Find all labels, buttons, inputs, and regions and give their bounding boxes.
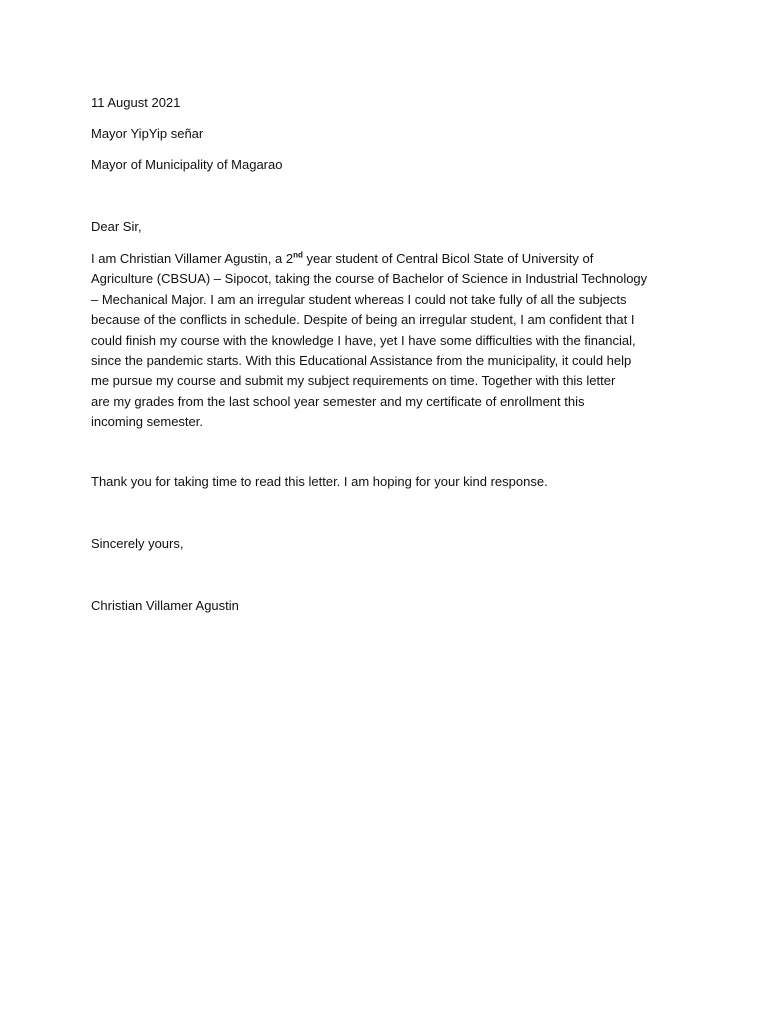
- letter-date: 11 August 2021: [91, 95, 181, 110]
- closing: Sincerely yours,: [91, 536, 184, 551]
- body-line-1-end: year student of Central Bicol State of University of: [302, 251, 594, 266]
- body-line: because of the conflicts in schedule. Despite of being an irregular student, I am confident that I: [91, 312, 635, 328]
- body-line: me pursue my course and submit my subject requirements on time. Together with this letter: [91, 373, 616, 389]
- body-line: could finish my course with the knowledge I have, yet I have some difficulties with the financial,: [91, 332, 636, 348]
- recipient-name: Mayor YipYip señar: [91, 126, 204, 141]
- body-line: Agriculture (CBSUA) – Sipocot, taking the course of Bachelor of Science in Industrial Technology: [91, 271, 648, 287]
- body-line: – Mechanical Major. I am an irregular student whereas I could not take fully of all the subjects: [91, 291, 627, 307]
- body-line-1-start: I am Christian Villamer Agustin, a 2: [91, 251, 294, 266]
- recipient-title: Mayor of Municipality of Magarao: [91, 157, 283, 172]
- thanks-paragraph: Thank you for taking time to read this letter. I am hoping for your kind response.: [91, 474, 548, 489]
- body-line: incoming semester.: [91, 414, 203, 430]
- letter-body: [91, 249, 681, 433]
- salutation: Dear Sir,: [91, 219, 142, 234]
- body-line: since the pandemic starts. With this Educational Assistance from the municipality, it could help: [91, 353, 632, 369]
- body-line: are my grades from the last school year semester and my certificate of enrollment this: [91, 393, 585, 409]
- body-line-1: [91, 249, 681, 269]
- signature-name: Christian Villamer Agustin: [91, 598, 239, 613]
- ordinal-suffix: nd: [293, 250, 303, 260]
